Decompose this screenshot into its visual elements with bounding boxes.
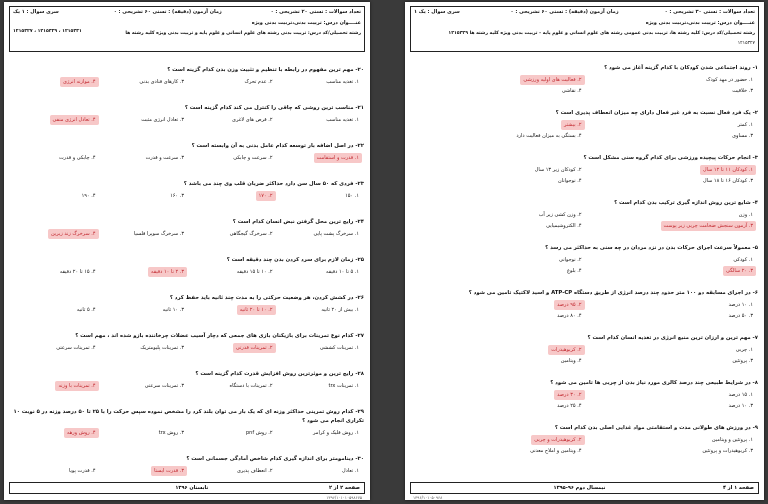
answer-option[interactable]: ۱. حضور در مهد کودک xyxy=(706,77,753,83)
answer-option[interactable]: ۱. بیش از ۲۰ ثانیه xyxy=(321,307,359,313)
answer-options xyxy=(411,75,758,97)
answer-option-highlighted[interactable]: ۲. بیشتر xyxy=(561,120,585,130)
question-block xyxy=(10,256,364,278)
course-codes: ۱۲۱۵۳۲۷ ، ۱۲۱۵۳۲۹ ، ۱۲۱۵۳۳۱ xyxy=(13,29,82,34)
answer-option[interactable]: ۲. کودکان زیر ۱۳ سال xyxy=(534,167,582,173)
series-label: سری سوال : یک ۱ xyxy=(414,9,460,15)
term-label: تابستان ۱۳۹۶ xyxy=(175,485,209,491)
question-text: ۶- در اجرای مسابقه دو ۱۰۰ متر حدود چند درصد انرژی از طریق دستگاه ATP-CP و اسید لاکتیک تامین می شود ؟ xyxy=(468,290,758,296)
answer-option-highlighted[interactable]: ۲. کربوهیدرات xyxy=(548,345,584,355)
answer-options xyxy=(10,381,364,392)
answer-option-highlighted[interactable]: ۴. موازنه انرژی xyxy=(60,77,98,87)
question-text: ۲۲- در اصل اضافه بار توسعه کدام عامل بدنی به آن وابسته است ؟ xyxy=(191,143,364,149)
answer-options xyxy=(10,115,364,126)
answer-options xyxy=(411,435,758,457)
answer-options xyxy=(10,153,364,164)
answer-option[interactable]: ۱. تغذیه مناسب xyxy=(326,117,359,123)
answer-option[interactable]: ۱. تعادل xyxy=(341,468,359,474)
exam-page-right xyxy=(405,2,764,500)
answer-option-highlighted[interactable]: ۲. ۱۰ تا ۲۰ ثانیه xyxy=(237,305,276,315)
answer-option-highlighted[interactable]: ۳. قدرت ایستا xyxy=(151,466,187,476)
answer-option[interactable]: ۴. نقاشی xyxy=(561,88,582,94)
question-text: ۲۶- در کشش کردن، هر وضعیت حرکتی را به مدت چند ثانیه باید حفظ کرد ؟ xyxy=(169,295,364,301)
answer-options xyxy=(10,77,364,88)
question-block xyxy=(411,244,758,277)
answer-option[interactable]: ۱. سرخرگ پشت پایی xyxy=(313,231,359,237)
document-code: ۱۳۹۶/۱۰۱۰۵۰۹۶۸ xyxy=(413,495,443,500)
question-block xyxy=(411,64,758,97)
question-text: ۴- شایع ترین روش اندازه گیری ترکیب بدن کدام است ؟ xyxy=(614,200,758,206)
answer-option-highlighted[interactable]: ۲. کربوهیدرات و چربی xyxy=(531,435,584,445)
question-block xyxy=(411,334,758,367)
answer-option[interactable]: ۳. تعادل انرژی مثبت xyxy=(141,117,184,123)
question-text: ۲۵- زمان لازم برای سرد کردن بدن چند دقیقه است ؟ xyxy=(226,257,364,263)
question-text: ۳- انجام حرکات پیچیده ورزشی برای کدام گروه سنی مشکل است ؟ xyxy=(583,155,758,161)
exam-header xyxy=(9,6,365,52)
field-code: رشته تحصیلی/کد درس: کلیه رشته ها، تربیت بدنی عمومی رشته های علوم انسانی و علوم پایه - تربیت بدنی ویژه کلیه رشته ها ۱۲۱۵۳۲۹ xyxy=(448,31,755,36)
answer-option[interactable]: ۱. ۱۵۰ xyxy=(345,193,359,199)
answer-option[interactable]: ۴. تمرینات سرعتی xyxy=(56,345,96,351)
answer-option[interactable]: ۳. مساوی xyxy=(732,133,753,139)
question-block xyxy=(10,218,364,240)
answer-option[interactable]: ۴. ۲۵ درصد xyxy=(557,403,582,409)
questions-count: تعداد سوالات : تستی ۳۰ تشریحی : ۰ xyxy=(664,9,755,15)
answer-option[interactable]: ۲. قرص های لاغری xyxy=(232,117,273,123)
course-title: عنــــوان درس: تربیت بدنی،تربیت بدنی ویژه xyxy=(645,20,755,26)
answer-option[interactable]: ۴. ۵ ثانیه xyxy=(76,307,96,313)
question-text: ۱- روند اجتماعی شدن کودکان با کدام گزینه آغاز می شود ؟ xyxy=(604,65,758,71)
questions-count: تعداد سوالات : تستی ۲۰ تشریحی : ۰ xyxy=(270,9,361,15)
term-label: نیمسال دوم ۹۶-۱۳۹۵ xyxy=(553,485,606,491)
answer-option[interactable]: ۳. سرخرگ سوپرا فلسیا xyxy=(133,231,184,237)
answer-option-highlighted[interactable]: ۴. تعادل انرژی منفی xyxy=(50,115,99,125)
question-block xyxy=(411,199,758,232)
answer-options xyxy=(411,390,758,412)
exam-footer xyxy=(410,482,759,494)
answer-option[interactable]: ۲. انعطاف پذیری xyxy=(236,468,273,474)
question-block xyxy=(10,66,364,88)
answer-option[interactable]: ۴. الکتروشیمیایی xyxy=(546,223,582,229)
answer-options xyxy=(411,255,758,277)
answer-option[interactable]: ۱. ۵ تا ۱۰ دقیقه xyxy=(326,269,359,275)
question-text: ۲- یک فرد فعال نسبت به فرد غیر فعال دارای چه میزان انعطاف پذیری است ؟ xyxy=(555,110,758,116)
question-text: ۳۰- دینامومتر برای اندازه گیری کدام شاخص آمادگی جسمانی است ؟ xyxy=(186,456,364,462)
question-text: ۲۹- کدام روش تمرینی حداکثر وزنه ای که یک بار می توان بلند کرد را مشخص نموده سپس حرکت را با ۲۵ تا ۵۰ درصد وزنه در ۵ نوبت ۱۰ تکراری انجام می شود ؟ xyxy=(13,409,364,424)
field-code: رشته تحصیلی/کد درس: تربیت بدنی رشته های علوم انسانی و علوم پایه و تربیت بدنی ویژه کلیه رشته ها xyxy=(125,31,361,36)
answer-option-highlighted[interactable]: ۱. قدرت و استقامت xyxy=(314,153,362,163)
question-block xyxy=(10,408,364,439)
answer-option[interactable]: ۲. سرخرگ گیجگاهی xyxy=(229,231,273,237)
question-block xyxy=(10,332,364,354)
answer-options xyxy=(411,300,758,322)
answer-option-highlighted[interactable]: ۳. ۲ تا ۱۰ دقیقه xyxy=(148,267,187,277)
answer-option[interactable]: ۳. کربوهیدرات و پروتئین xyxy=(702,448,753,454)
answer-option[interactable]: ۲. روش pnf xyxy=(246,430,273,436)
answer-option[interactable]: ۳. ۱۰ درصد xyxy=(728,403,753,409)
answer-option[interactable]: ۱. ۱۰ درصد xyxy=(728,302,753,308)
answer-option[interactable]: ۲. ۱۰ تا ۱۵ دقیقه xyxy=(236,269,273,275)
exam-footer xyxy=(9,482,365,494)
answer-option[interactable]: ۱. کمتر xyxy=(737,122,753,128)
answer-option[interactable]: ۱. ۱۵ درصد xyxy=(728,392,753,398)
answer-option[interactable]: ۴. نوجوانان xyxy=(558,178,582,184)
answer-options xyxy=(10,191,364,202)
question-block xyxy=(411,424,758,457)
answer-option-highlighted[interactable]: ۴. سرخرگ زند زیرین xyxy=(48,229,99,239)
answer-option[interactable]: ۱. وزن xyxy=(738,212,753,218)
answer-option[interactable]: ۳. پروتئین xyxy=(732,358,753,364)
question-text: ۲۸- رایج ترین و موثرترین روش افزایش قدرت کدام گزینه است ؟ xyxy=(195,371,364,377)
answer-option[interactable]: ۲. سرعت و چابکی xyxy=(233,155,273,161)
page-number: صفحه ۱ از ۴ xyxy=(722,485,754,491)
answer-option[interactable]: ۳. ۱۶۰ xyxy=(170,193,184,199)
question-text: ۲۷- کدام نوع تمرینات برای بازیکنان بازی های جمعی که دچار آسیب عضلات چرخاننده بازو شده اند ، مهم است ؟ xyxy=(75,333,364,339)
answer-option[interactable]: ۴. ویتامین xyxy=(560,358,582,364)
answer-option[interactable]: ۴. ۱۵ تا ۲۰ دقیقه xyxy=(59,269,96,275)
exam-time: زمان آزمون (دقیقه) : تستی ۶۰ تشریحی : ۰ xyxy=(510,9,619,15)
question-text: ۲۰- مهم ترین مفهوم در رابطه با تنظیم و تثبیت وزن بدن کدام گزینه است ؟ xyxy=(167,67,364,73)
answer-option[interactable]: ۴. بستگی به میزان فعالیت دارد xyxy=(516,133,582,139)
exam-time: زمان آزمون (دقیقه) : تستی ۶۰ تشریحی : ۰ xyxy=(113,9,222,15)
answer-option-highlighted[interactable]: ۴. روش ورهه xyxy=(64,428,99,438)
answer-option-highlighted[interactable]: ۴. تمرینات با وزنه xyxy=(55,381,98,391)
question-text: ۸- در شرایط طبیعی چند درصد کالری مورد نیاز بدن از چربی ها تامین می شود ؟ xyxy=(550,380,758,386)
page-number: صفحه ۲ از ۲ xyxy=(328,485,360,491)
answer-options xyxy=(10,428,364,439)
answer-option[interactable]: ۴. ۱۹۰ xyxy=(81,193,96,199)
answer-options xyxy=(10,229,364,240)
answer-option-highlighted[interactable]: ۳. آزمون سنجش ضخامت چربی زیر پوست xyxy=(661,221,756,231)
answer-option-highlighted[interactable]: ۲. ۱۷۰ xyxy=(256,191,276,201)
answer-option[interactable]: ۱. پروتئین و ویتامین xyxy=(711,437,753,443)
answer-option[interactable]: ۳. کودکان ۱۶ تا ۱۸ سال xyxy=(702,178,753,184)
question-text: ۵- معمولاً سرعت اجرای حرکات بدن در نزد مردان در چه سنی به حداکثر می رسد ؟ xyxy=(545,245,758,251)
question-block xyxy=(411,289,758,322)
answer-option[interactable]: ۲. عدم تحرک xyxy=(244,79,273,85)
question-text: ۲۳- فردی که ۵۰ سال سن دارد حداکثر ضربان قلب وی چند می باشد ؟ xyxy=(183,181,364,187)
exam-page-left xyxy=(4,2,370,500)
question-block xyxy=(10,180,364,202)
question-block xyxy=(10,370,364,392)
answer-options xyxy=(411,120,758,142)
answer-options xyxy=(411,210,758,232)
answer-options xyxy=(411,165,758,187)
answer-option[interactable]: ۴. ۸۰ درصد xyxy=(557,313,582,319)
answer-option[interactable]: ۳. ۱۰ ثانیه xyxy=(162,307,184,313)
answer-options xyxy=(10,466,364,477)
series-label: سری سوال : ۱ یک xyxy=(13,9,59,15)
answer-option-highlighted[interactable]: ۲. فعالیت های اولیه ورزشی xyxy=(520,75,584,85)
question-block xyxy=(411,154,758,187)
answer-option-highlighted[interactable]: ۲. تمرینات قدرتی xyxy=(233,343,276,353)
answer-option[interactable]: ۲. نوجوانی xyxy=(559,257,582,263)
answer-option-highlighted[interactable]: ۳. ۲۰ سالگی xyxy=(723,266,756,276)
question-block xyxy=(10,142,364,164)
answer-option[interactable]: ۳. کارهای قنادی بدنی xyxy=(139,79,184,85)
answer-option[interactable]: ۲. تمرینات با دستگاه xyxy=(229,383,273,389)
answer-option-highlighted[interactable]: ۱. کودکان ۱۱ تا ۱۲ سال xyxy=(700,165,756,175)
course-title: عنــــوان درس: تربیت بدنی،تربیت بدنی ویژه xyxy=(251,20,361,26)
answer-option[interactable]: ۱. تمرینات کششی xyxy=(319,345,359,351)
answer-option[interactable]: ۱. تمرینات trx xyxy=(328,383,359,389)
answer-option[interactable]: ۳. روش trx xyxy=(158,430,184,436)
question-text: ۲۱- مناسب ترین روشی که چاقی را کنترل می کند کدام گزینه است ؟ xyxy=(184,105,364,111)
answer-option[interactable]: ۳. سرعت و قدرت xyxy=(145,155,184,161)
question-block xyxy=(411,109,758,142)
course-codes: ۱۲۱۵۳۲۷ xyxy=(737,41,755,46)
answer-option[interactable]: ۳. تمرینات سرعتی xyxy=(144,383,184,389)
answer-option[interactable]: ۳. تمرینات پلیومتریک xyxy=(140,345,184,351)
answer-option[interactable]: ۳. ۵۰ درصد xyxy=(728,313,753,319)
question-block xyxy=(10,294,364,316)
question-text: ۲۴- رایج ترین محل گرفتن نبض انسان کدام است ؟ xyxy=(232,219,364,225)
question-block xyxy=(10,104,364,126)
answer-option[interactable]: ۴. ویتامین و املاح معدنی xyxy=(530,448,582,454)
question-text: ۹- در ورزش های طولانی مدت و استقامتی مواد غذایی اصلی بدن کدام است ؟ xyxy=(554,425,758,431)
answer-option[interactable]: ۲. وزن کشی زیر آب xyxy=(538,212,582,218)
question-text: ۷- مهم ترین و ارزان ترین منبع انرژی در تغذیه انسان کدام است ؟ xyxy=(587,335,758,341)
answer-option[interactable]: ۱. تغذیه مناسب xyxy=(326,79,359,85)
answer-option-highlighted[interactable]: ۲. ۹۵ درصد xyxy=(554,300,584,310)
question-block xyxy=(411,379,758,412)
answer-option[interactable]: ۱. روش فلیک و کرامر xyxy=(313,430,359,436)
answer-options xyxy=(10,343,364,354)
question-block xyxy=(10,455,364,477)
answer-option[interactable]: ۳. خلاقیت xyxy=(732,88,753,94)
answer-option[interactable]: ۴. بلوغ xyxy=(567,268,582,274)
answer-options xyxy=(10,305,364,316)
answer-option[interactable]: ۴. قدرت پویا xyxy=(69,468,96,474)
answer-option-highlighted[interactable]: ۲. ۳۰ درصد xyxy=(554,390,584,400)
document-code: ۱۳۹۶/۱۰۱۰۱۰۵۹۸۶۷۵ xyxy=(326,495,362,500)
answer-option[interactable]: ۱. کودکی xyxy=(733,257,753,263)
answer-options xyxy=(10,267,364,278)
exam-header xyxy=(410,6,759,52)
answer-option[interactable]: ۱. چربی xyxy=(735,347,753,353)
answer-option[interactable]: ۴. چابکی و قدرت xyxy=(58,155,96,161)
answer-options xyxy=(411,345,758,367)
